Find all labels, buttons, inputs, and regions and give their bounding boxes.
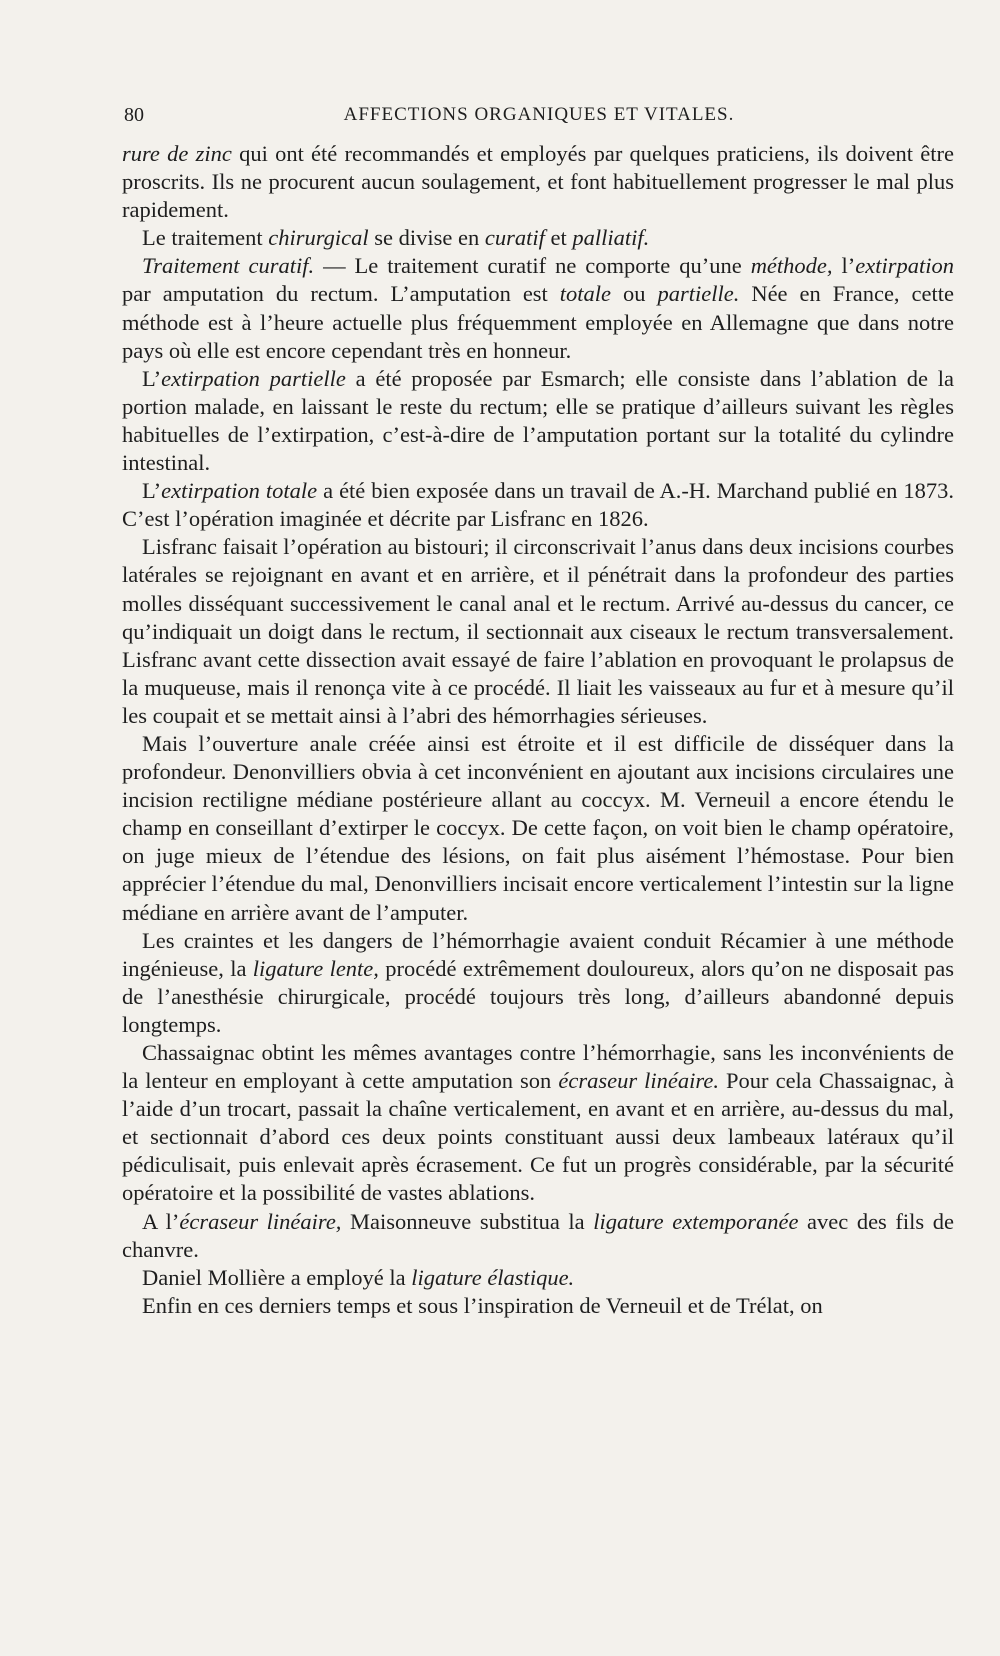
text-run: Les craintes et les dangers de l’hémorrhagie avaient conduit Récamier à une méthode ingénieuse, la <box>122 927 954 981</box>
page-body <box>122 140 954 1320</box>
italic-text: extirpation totale <box>161 478 318 504</box>
text-run: Daniel Mollière a employé la <box>142 1264 412 1290</box>
paragraph <box>122 927 954 1039</box>
italic-text: Traitement curatif. <box>142 253 315 279</box>
text-run: a été bien exposée dans un travail de A.-H. Marchand publié en 1873. C’est l’opération imaginée et décrite par Lisfranc en 1826. <box>122 478 954 532</box>
text-run: Mais l’ouverture anale créée ainsi est étroite et il est difficile de disséquer dans la profondeur. Denonvilliers obvia à cet inconvénient en ajoutant aux incisions circulaires une incision rectiligne médiane postérieure allant au coccyx. M. Verneuil a encore étendu le champ en conseillant d’extirper le coccyx. De cette façon, on voit bien le champ opératoire, on juge mieux de l’étendue des lésions, on fait plus aisément l’hémostase. Pour bien apprécier l’étendue du mal, Denonvilliers incisait encore verticalement l’intestin sur la ligne médiane en arrière avant de l’amputer. <box>122 730 954 925</box>
text-run: l’ <box>832 253 856 279</box>
text-run: A l’ <box>142 1208 180 1234</box>
running-head: AFFECTIONS ORGANIQUES ET VITALES. <box>343 104 735 125</box>
text-run: et <box>544 225 573 251</box>
text-run: L’ <box>142 478 162 504</box>
italic-text: chirurgical <box>268 225 369 251</box>
text-run: Pour cela Chassaignac, à l’aide d’un trocart, passait la chaîne verticalement, en avant et en arrière, au-dessus du mal, et sectionnait d’abord ces deux points constituant aussi deux lambeaux latéraux qu’il pédiculisait, puis enlevait après écrasement. Ce fut un progrès considérable, par la sécurité opératoire et la possibilité de vastes ablations. <box>122 1068 955 1206</box>
paragraph <box>122 730 954 927</box>
italic-text: ligature lente, <box>252 955 379 981</box>
paragraph <box>122 252 954 364</box>
text-run: Lisfranc faisait l’opération au bistouri; il circonscrivait l’anus dans deux incisions courbes latérales se rejoignant en avant et en arrière, et il pénétrait dans la profondeur des parties molles disséquant successivement le canal anal et le rectum. Arrivé au-dessus du cancer, ce qu’indiquait un doigt dans le rectum, il sectionnait aux ciseaux le rectum transversalement. Lisfranc avant cette dissection avait essayé de faire l’ablation en provoquant le prolapsus de la muqueuse, mais il renonça vite à ce procédé. Il liait les vaisseaux au fur et à mesure qu’il les coupait et se mettait ainsi à l’abri des hémorrhagies sérieuses. <box>122 534 954 728</box>
text-run: Chassaignac obtint les mêmes avantages contre l’hémorrhagie, sans les inconvénients de la lenteur en employant à cette amputation son <box>122 1040 954 1094</box>
paragraph <box>122 1208 954 1264</box>
paragraph <box>122 224 954 252</box>
page-header <box>124 104 954 134</box>
italic-text: extirpation <box>855 253 954 279</box>
text-run: — Le traitement curatif ne comporte qu’une <box>314 253 751 279</box>
italic-text: totale <box>559 281 612 307</box>
italic-text: ligature extemporanée <box>593 1208 799 1234</box>
text-run: qui ont été recommandés et employés par quelques praticiens, ils doivent être proscrits. Ils ne procurent aucun soulagement, et font habituellement progresser le mal plus rapidement. <box>122 141 954 223</box>
text-run: Née en France, cette méthode est à l’heure actuelle plus fréquemment employée en Allemagne que dans notre pays où elle est encore cependant très en honneur. <box>122 281 954 363</box>
paragraph <box>122 1264 954 1292</box>
text-run: a été proposée par Esmarch; elle consiste dans l’ablation de la portion malade, en laissant le reste du rectum; elle se pratique d’ailleurs suivant les règles habituelles de l’extirpation, c’est-à-dire de l’amputation portant sur la totalité du cylindre intestinal. <box>122 365 954 476</box>
text-run: ou <box>611 281 658 307</box>
paragraph <box>122 1039 954 1208</box>
italic-text: partielle. <box>657 281 740 307</box>
text-run: Le traitement <box>142 225 269 251</box>
text-run: avec des fils de chanvre. <box>122 1208 954 1262</box>
text-run: Enfin en ces derniers temps et sous l’inspiration de Verneuil et de Trélat, on <box>142 1292 823 1318</box>
italic-text: extirpation partielle <box>161 365 346 391</box>
paragraph <box>122 365 954 477</box>
italic-text: ligature élastique. <box>411 1264 575 1290</box>
text-run: procédé extrêmement douloureux, alors qu’on ne disposait pas de l’anesthésie chirurgicale, procédé toujours très long, d’ailleurs abandonné depuis longtemps. <box>122 955 954 1037</box>
paragraph <box>122 1292 954 1320</box>
text-run: L’ <box>142 365 162 391</box>
italic-text: rure de zinc <box>122 141 232 166</box>
italic-text: méthode, <box>750 253 833 279</box>
italic-text: écraseur linéaire, <box>179 1208 342 1234</box>
paragraph <box>122 140 954 224</box>
paragraph <box>122 533 954 730</box>
italic-text: écraseur linéaire. <box>558 1068 719 1094</box>
text-run: se divise en <box>368 225 485 251</box>
italic-text: curatif <box>484 225 545 251</box>
italic-text: palliatif. <box>572 225 650 251</box>
text-run: Maisonneuve substitua la <box>341 1208 594 1234</box>
page-number: 80 <box>124 104 144 126</box>
text-run: par amputation du rectum. L’amputation est <box>122 281 560 307</box>
paragraph <box>122 477 954 533</box>
